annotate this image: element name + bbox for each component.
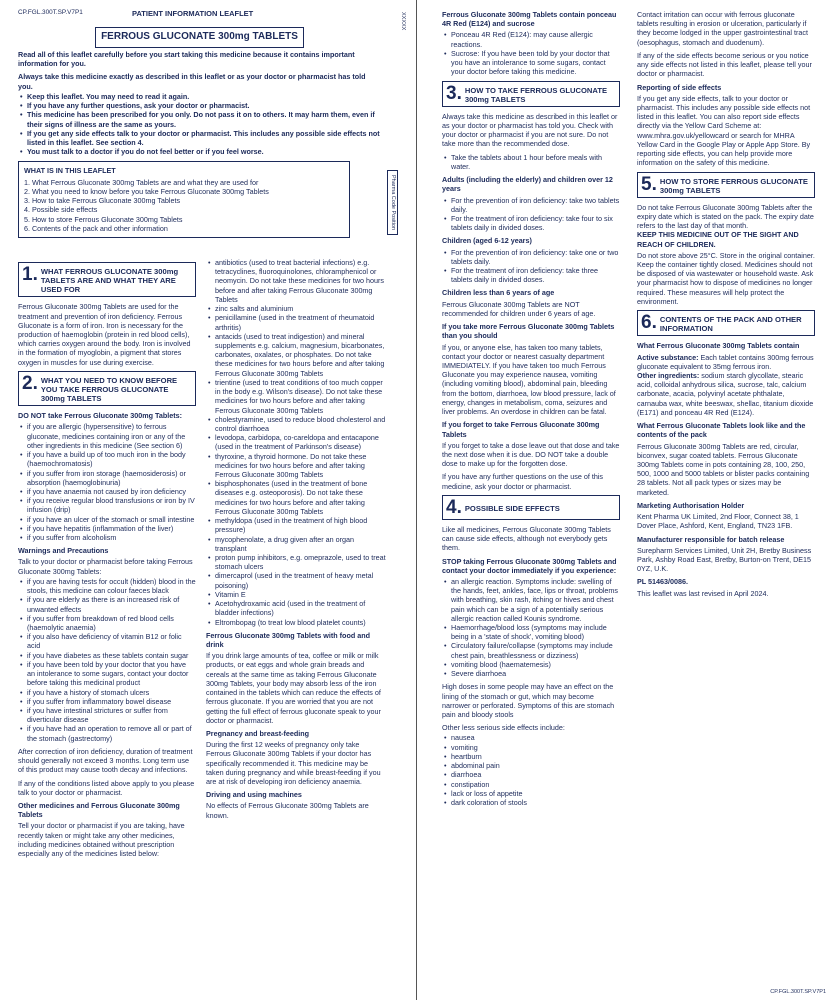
section-title: WHAT FERROUS GLUCONATE 300mg TABLETS ARE AND WHAT THEY ARE USED FOR xyxy=(40,267,179,295)
look-heading: What Ferrous Gluconate Tablets look like and the contents of the pack xyxy=(637,421,806,440)
middle-column xyxy=(206,258,386,824)
after-correction: After correction of iron deficiency, duration of treatment should generally not exceed 3 months. Long term use of this product may cause tooth decay and infections. xyxy=(18,746,193,775)
list-item: 2. What you need to know before you take Ferrous Gluconate 300mg Tablets xyxy=(24,186,269,196)
list-item: 1. What Ferrous Gluconate 300mg Tablets are and what they are used for xyxy=(24,177,259,187)
other-medicines-heading: Other medicines and Ferrous Gluconate 300mg Tablets xyxy=(18,800,180,820)
list-item: • methyldopa (used in the treatment of high blood pressure) xyxy=(215,516,386,534)
list-item: • vomiting blood (haematemesis) xyxy=(451,660,620,669)
section-1-header xyxy=(18,262,196,297)
section-title: HOW TO STORE FERROUS GLUCONATE 300mg TABLETS xyxy=(659,176,808,195)
warnings-heading: Warnings and Precautions xyxy=(18,546,109,556)
driving-body: No effects of Ferrous Gluconate 300mg Tablets are known. xyxy=(206,801,369,820)
list-item: • thyroxine, a thyroid hormone. Do not take these medicines for two hours before and after taking Ferrous Gluconate 300mg Tablets xyxy=(215,452,386,480)
section-1-body: Ferrous Gluconate 300mg Tablets are used for the treatment and prevention of iron deficiency. Ferrous Gluconate is a form of iron. Iron is necessary for the production of haemoglobin (protein in red blood cells), which carries oxygen around the body. Iron is involved in the formation of myoglobin, a pigment that stores oxygen in muscles for use during exercise. xyxy=(18,302,191,367)
children-heading: Children (aged 6-12 years) xyxy=(442,236,532,246)
list-item: • if you have a history of stomach ulcers xyxy=(27,688,196,697)
pregnancy-heading: Pregnancy and breast-feeding xyxy=(206,728,310,738)
list-item: • diarrhoea xyxy=(451,770,620,779)
adults-heading: Adults (including the elderly) and children over 12 years xyxy=(442,175,613,194)
other-ingredients-label: Other ingredients: xyxy=(637,371,700,380)
list-item: 5. How to store Ferrous Gluconate 300mg Tablets xyxy=(24,214,183,224)
list-item: • if you have intestinal strictures or suffer from diverticular disease xyxy=(27,706,196,724)
intro-p1: Read all of this leaflet carefully before you start taking this medicine because it contains important information for you. xyxy=(18,50,355,69)
forget-heading: If you forget to take Ferrous Gluconate 300mg Tablets xyxy=(442,420,600,439)
donot-list xyxy=(18,422,196,542)
list-item: • If you have any further questions, ask your doctor or pharmacist. xyxy=(27,101,380,110)
ponceau-list xyxy=(442,30,620,76)
active-label: Active substance: xyxy=(637,352,699,362)
revised-date: This leaflet was last revised in April 2024. xyxy=(637,588,769,598)
list-item: • vomiting xyxy=(451,743,620,752)
list-item: • For the prevention of iron deficiency: take one or two tablets daily. xyxy=(451,248,620,266)
list-item: • lack or loss of appetite xyxy=(451,789,620,798)
food-body: If you drink large amounts of tea, coffee or milk or milk products, or eat eggs and whole grain breads and cereals at the same time as taking Ferrous Gluconate 300mg Tablets, your body may absorb less of the iron contained in the tablets which can reduce the effects of ferrous gluconate. If you are worried that you are not getting the full effect of ferrous gluconate speak to your doctor or pharmacist. xyxy=(206,651,381,725)
list-item: • if you have diabetes as these tablets contain sugar xyxy=(27,651,196,660)
list-item: • Sucrose: If you have been told by your doctor that you have an intolerance to some sugars, contact your doctor before taking this medicine. xyxy=(451,49,620,77)
list-item: • cholestyramine, used to reduce blood cholesterol and control diarrhoea xyxy=(215,415,386,433)
mah-heading: Marketing Authorisation Holder xyxy=(637,500,745,510)
list-item: • if you have a build up of too much iron in the body (haemochromatosis) xyxy=(27,450,196,468)
stop-list xyxy=(442,577,620,678)
contact-irritation: Contact irritation can occur with ferrous gluconate tablets resulting in erosion or ulceration, particularly if they become lodged in the upper gastrointestinal tract (oesophagus, stomach and duodenum). xyxy=(637,10,809,47)
list-item: • abdominal pain xyxy=(451,761,620,770)
list-item: • if you also have deficiency of vitamin B12 or folic acid xyxy=(27,632,196,650)
list-item: • if you have hepatitis (inflammation of the liver) xyxy=(27,524,196,533)
list-item: • an allergic reaction. Symptoms include: swelling of the hands, feet, ankles, face, lips or throat, problems with breathing, skin rash, itching or hives and chest pain which can be a sign of a potentially serious allergic reaction called Kounis syndrome. xyxy=(451,577,620,623)
contents-box xyxy=(18,161,350,238)
warnings-intro: Talk to your doctor or pharmacist before taking Ferrous Gluconate 300mg Tablets: xyxy=(18,557,193,576)
section-4-header xyxy=(442,495,620,520)
contain-heading: What Ferrous Gluconate 300mg Tablets contain xyxy=(637,341,800,351)
list-item: 4. Possible side effects xyxy=(24,205,98,215)
pharma-code-box: Pharma Code Position xyxy=(387,170,398,235)
list-item: • if you receive regular blood transfusions or iron by IV infusion (drip) xyxy=(27,496,196,514)
list-item: • constipation xyxy=(451,780,620,789)
serious-se: If any of the side effects become serious or you notice any side effects not listed in this leaflet, please tell your doctor or pharmacist. xyxy=(637,50,812,79)
active-body: Each tablet contains 300mg ferrous gluconate equivalent to 35mg ferrous iron. xyxy=(637,352,814,371)
take-list xyxy=(442,153,620,171)
intro-block xyxy=(18,50,380,243)
mah-body: Kent Pharma UK Limited, 2nd Floor, Connect 38, 1 Dover Place, Ashford, Kent, England, TN23 1FB. xyxy=(637,512,799,531)
vertical-code: XXXXX xyxy=(400,12,406,31)
list-item: • if you are having tests for occult (hidden) blood in the stools, this medicine can colour faeces black xyxy=(27,577,196,595)
list-item: • Ponceau 4R Red (E124): may cause allergic reactions. xyxy=(451,30,620,48)
section-title: WHAT YOU NEED TO KNOW BEFORE YOU TAKE FERROUS GLUCONATE 300mg TABLETS xyxy=(40,375,178,404)
list-item: • dimercaprol (used in the treatment of heavy metal poisoning) xyxy=(215,571,386,589)
pregnancy-body: During the first 12 weeks of pregnancy only take Ferrous Gluconate 300mg Tablets if your doctor has specifically recommended it. This medicine may be taken during pregnancy and while breast-feeding if you are at risk of developing iron deficiency anaemia. xyxy=(206,740,381,787)
list-item: • For the prevention of iron deficiency: take two tablets daily. xyxy=(451,196,620,214)
list-item: • if you are allergic (hypersensitive) to ferrous gluconate, medicines containing iron or any of the other ingredients in this medicine (See section 6) xyxy=(27,422,196,450)
right-col-1 xyxy=(442,10,620,811)
section-number: 3. xyxy=(446,82,462,104)
intro-bullets xyxy=(18,92,380,157)
other-se-list xyxy=(442,733,620,807)
section-6-header xyxy=(637,310,815,336)
s5-body1: Do not take Ferrous Gluconate 300mg Tablets after the expiry date which is stated on the pack. The expiry date refers to the last day of that month. xyxy=(637,202,814,231)
list-item: • if you have anaemia not caused by iron deficiency xyxy=(27,487,196,496)
section-number: 5. xyxy=(641,173,657,195)
list-item: • antacids (used to treat indigestion) and mineral supplements e.g. calcium, magnesium, bicarbonates, carbonates, oxalates, or phosphates. Do not take these medicines for two hours before and after taking Ferrous Gluconate 300mg Tablets xyxy=(215,332,386,378)
medicines-list xyxy=(206,258,386,627)
section-title: POSSIBLE SIDE EFFECTS xyxy=(464,503,560,513)
list-item: • mycophenolate, a drug given after an organ transplant xyxy=(215,535,386,553)
right-page xyxy=(417,0,834,1000)
section-title: HOW TO TAKE FERROUS GLUCONATE 300mg TABLETS xyxy=(464,85,608,104)
leaflet-label: PATIENT INFORMATION LEAFLET xyxy=(132,9,254,18)
list-item: • Severe diarrhoea xyxy=(451,669,620,678)
mfr-body: Surepharm Services Limited, Unit 2H, Bretby Business Park, Ashby Road East, Bretby, Burton-on Trent, DE15 0YZ, U.K. xyxy=(637,545,812,574)
overdose-heading: If you take more Ferrous Gluconate 300mg Tablets than you should xyxy=(442,322,615,341)
other-medicines-body: Tell your doctor or pharmacist if you are taking, have recently taken or might take any other medicines, including medicines obtained without prescription especially any of the medicines listed below: xyxy=(18,821,185,859)
list-item: 6. Contents of the pack and other information xyxy=(24,223,168,233)
section-number: 4. xyxy=(446,496,462,518)
right-col-2 xyxy=(637,10,815,602)
list-item: • if you suffer from inflammatory bowel disease xyxy=(27,697,196,706)
children-list xyxy=(442,248,620,285)
section-number: 2. xyxy=(22,372,38,394)
left-column xyxy=(18,258,196,862)
footer-code: CP.FGL.300T.SP.V7P1 xyxy=(770,988,826,995)
s5-body2: Do not store above 25°C. Store in the original container. Keep the container tightly closed. Medicines should not be disposed of via wastewater or household waste. Ask your pharmacist how to dispose of medicines no longer required. These measures will help protect the environment. xyxy=(637,250,815,306)
reporting-heading: Reporting of side effects xyxy=(637,82,722,92)
list-item: • antibiotics (used to treat bacterial infections) e.g. tetracyclines, fluoroquinolones, chloramphenicol or neomycin. Do not take these medicines for two hours before and after taking Ferrous Gluconate 300mg Tablets xyxy=(215,258,386,304)
document-code: CP.FGL.300T.SP.V7P1 xyxy=(18,9,83,16)
list-item: • penicillamine (used in the treatment of rheumatoid arthritis) xyxy=(215,313,386,331)
ponceau-heading: Ferrous Gluconate 300mg Tablets contain ponceau 4R Red (E124) and sucrose xyxy=(442,10,617,29)
s3-intro: Always take this medicine as described in this leaflet or as your doctor or pharmacist has told you. Check with your doctor or pharmacist if you are not sure. Do not take more than the recommended dose. xyxy=(442,111,618,149)
driving-heading: Driving and using machines xyxy=(206,790,302,800)
high-doses: High doses in some people may have an effect on the lining of the stomach or gut, which may become narrower or perforated. Symptoms of this are stomach pain and bloody stools xyxy=(442,682,615,719)
keep-out-of-reach: KEEP THIS MEDICINE OUT OF THE SIGHT AND REACH OF CHILDREN. xyxy=(637,230,799,249)
list-item: • Vitamin E xyxy=(215,590,386,599)
list-item: • This medicine has been prescribed for you only. Do not pass it on to others. It may harm them, even if their signs of illness are the same as yours. xyxy=(27,110,380,128)
list-item: • Keep this leaflet. You may need to read it again. xyxy=(27,92,380,101)
list-item: • dark coloration of stools xyxy=(451,798,620,807)
overdose-body: If you, or anyone else, has taken too many tablets, contact your doctor or nearest casualty department IMMEDIATELY. If you have taken too much Ferrous Gluconate you may experience nausea, vomiting (including vomiting blood), abdominal pain, bleeding from the bottom, diarrhoea, low blood pressure, lack of energy, changes in metabolism, coma, seizures and liver problems. An overdose in children can be fatal. xyxy=(442,342,616,417)
section-number: 1. xyxy=(22,264,38,285)
intro-p2: Always take this medicine exactly as described in this leaflet or as your doctor or pharmacist has told you. xyxy=(18,72,366,91)
other-ingredients-body: sodium starch glycollate, stearic acid, colloidal anhydrous silica, sucrose, talc, calcium carbonate, acacia, polyvinyl acetate phthalate, carnauba wax, white beeswax, shellac, titanium dioxide (E171) and ponceau 4R Red (E124). xyxy=(637,371,814,417)
section-title: CONTENTS OF THE PACK AND OTHER INFORMATION xyxy=(659,315,802,334)
s4-intro: Like all medicines, Ferrous Gluconate 300mg Tablets can cause side effects, although not everybody gets them. xyxy=(442,524,611,553)
stop-heading: STOP taking Ferrous Gluconate 300mg Tablets and contact your doctor immediately if you experience: xyxy=(442,556,617,575)
section-3-header xyxy=(442,81,620,107)
list-item: • heartburn xyxy=(451,752,620,761)
list-item: • Acetohydroxamic acid (used in the treatment of bladder infections) xyxy=(215,599,386,617)
list-item: • You must talk to a doctor if you do not feel better or if you feel worse. xyxy=(27,147,380,156)
list-item: • zinc salts and aluminium xyxy=(215,304,386,313)
list-item: • For the treatment of iron deficiency: take four to six tablets daily in divided doses. xyxy=(451,214,620,232)
under6-body: Ferrous Gluconate 300mg Tablets are NOT recommended for children under 6 years of age. xyxy=(442,299,596,318)
list-item: • nausea xyxy=(451,733,620,742)
list-item: • levodopa, carbidopa, co-careldopa and entacapone (used in the treatment of Parkinson's disease) xyxy=(215,433,386,451)
mfr-heading: Manufacturer responsible for batch release xyxy=(637,534,785,544)
under6-heading: Children less than 6 years of age xyxy=(442,288,555,298)
list-item: • proton pump inhibitors, e.g. omeprazole, used to treat stomach ulcers xyxy=(215,553,386,571)
list-item: • if you have an ulcer of the stomach or small intestine xyxy=(27,515,196,524)
list-item: • For the treatment of iron deficiency: take three tablets daily in divided doses. xyxy=(451,266,620,284)
forget-body: If you forget to take a dose leave out that dose and take the next dose when it is due. DO NOT take a double dose to make up for the forgotten dose. xyxy=(442,440,620,469)
list-item: • if you have had an operation to remove all or part of the stomach (gastrectomy) xyxy=(27,724,196,742)
donot-heading: DO NOT take Ferrous Gluconate 300mg Tablets: xyxy=(18,411,183,421)
section-number: 6. xyxy=(641,312,657,334)
questions: If you have any further questions on the use of this medicine, ask your doctor or pharmacist. xyxy=(442,472,604,491)
adults-list xyxy=(442,196,620,233)
list-item: • Eltrombopag (to treat low blood platelet counts) xyxy=(215,618,386,627)
food-heading: Ferrous Gluconate 300mg Tablets with food and drink xyxy=(206,630,371,649)
list-item: • if you have been told by your doctor that you have an intolerance to some sugars, contact your doctor before taking this medicinal product xyxy=(27,660,196,688)
pl-number: PL 51463/0086. xyxy=(637,577,689,587)
contents-heading: WHAT IS IN THIS LEAFLET xyxy=(24,166,116,176)
section-2-header xyxy=(18,371,196,406)
section-5-header xyxy=(637,172,815,198)
list-item: • if you suffer from alcoholism xyxy=(27,533,196,542)
list-item: 3. How to take Ferrous Gluconate 300mg Tablets xyxy=(24,196,181,206)
list-item: • Haemorrhage/blood loss (symptoms may include being in a 'state of shock', vomiting blood) xyxy=(451,623,620,641)
list-item: • if you are elderly as there is an increased risk of unwanted effects xyxy=(27,595,196,613)
list-item: • if you suffer from breakdown of red blood cells (haemolytic anaemia) xyxy=(27,614,196,632)
list-item: • Take the tablets about 1 hour before meals with water. xyxy=(451,153,620,171)
list-item: • if you suffer from iron storage (haemosiderosis) or absorption (haemoglobinuria) xyxy=(27,469,196,487)
warnings-list xyxy=(18,577,196,743)
list-item: • If you get any side effects talk to your doctor or pharmacist. This includes any possible side effects not listed in this leaflet. See section 4. xyxy=(27,129,380,147)
list-item: • bisphosphonates (used in the treatment of bone diseases e.g. osteoporosis). Do not take these medicines for two hours before and after taking Ferrous Gluconate 300mg Tablets xyxy=(215,479,386,516)
other-se-heading: Other less serious side effects include: xyxy=(442,723,565,733)
if-any-conditions: If any of the conditions listed above apply to you please talk to your doctor or pharmacist. xyxy=(18,778,195,797)
product-title: FERROUS GLUCONATE 300mg TABLETS xyxy=(95,27,304,48)
reporting-body: If you get any side effects, talk to your doctor or pharmacist. This includes any possible side effects not listed in this leaflet. You can also report side effects directly via the Yellow Card Scheme at: www.mhra.gov.uk/yellowcard or search for MHRA Yellow Card in the Google Play or Apple App Store. By reporting side effects, you can help provide more information on the safety of this medicine. xyxy=(637,93,811,168)
list-item: • trientine (used to treat conditions of too much copper in the body e.g. Wilson's disease). Do not take these medicines for two hours before and after taking Ferrous Gluconate 300mg Tablets xyxy=(215,378,386,415)
look-body: Ferrous Gluconate 300mg Tablets are red, circular, biconvex, sugar coated tablets. Ferrous Gluconate 300mg Tablets come in pots containing 28, 100, 250, 500, 1000 and 5000 tablets or blister packs containing 28 tablets. Not all pack types or sizes may be marketed. xyxy=(637,441,810,497)
list-item: • Circulatory failure/collapse (symptoms may include chest pain, breathlessness or dizziness) xyxy=(451,641,620,659)
